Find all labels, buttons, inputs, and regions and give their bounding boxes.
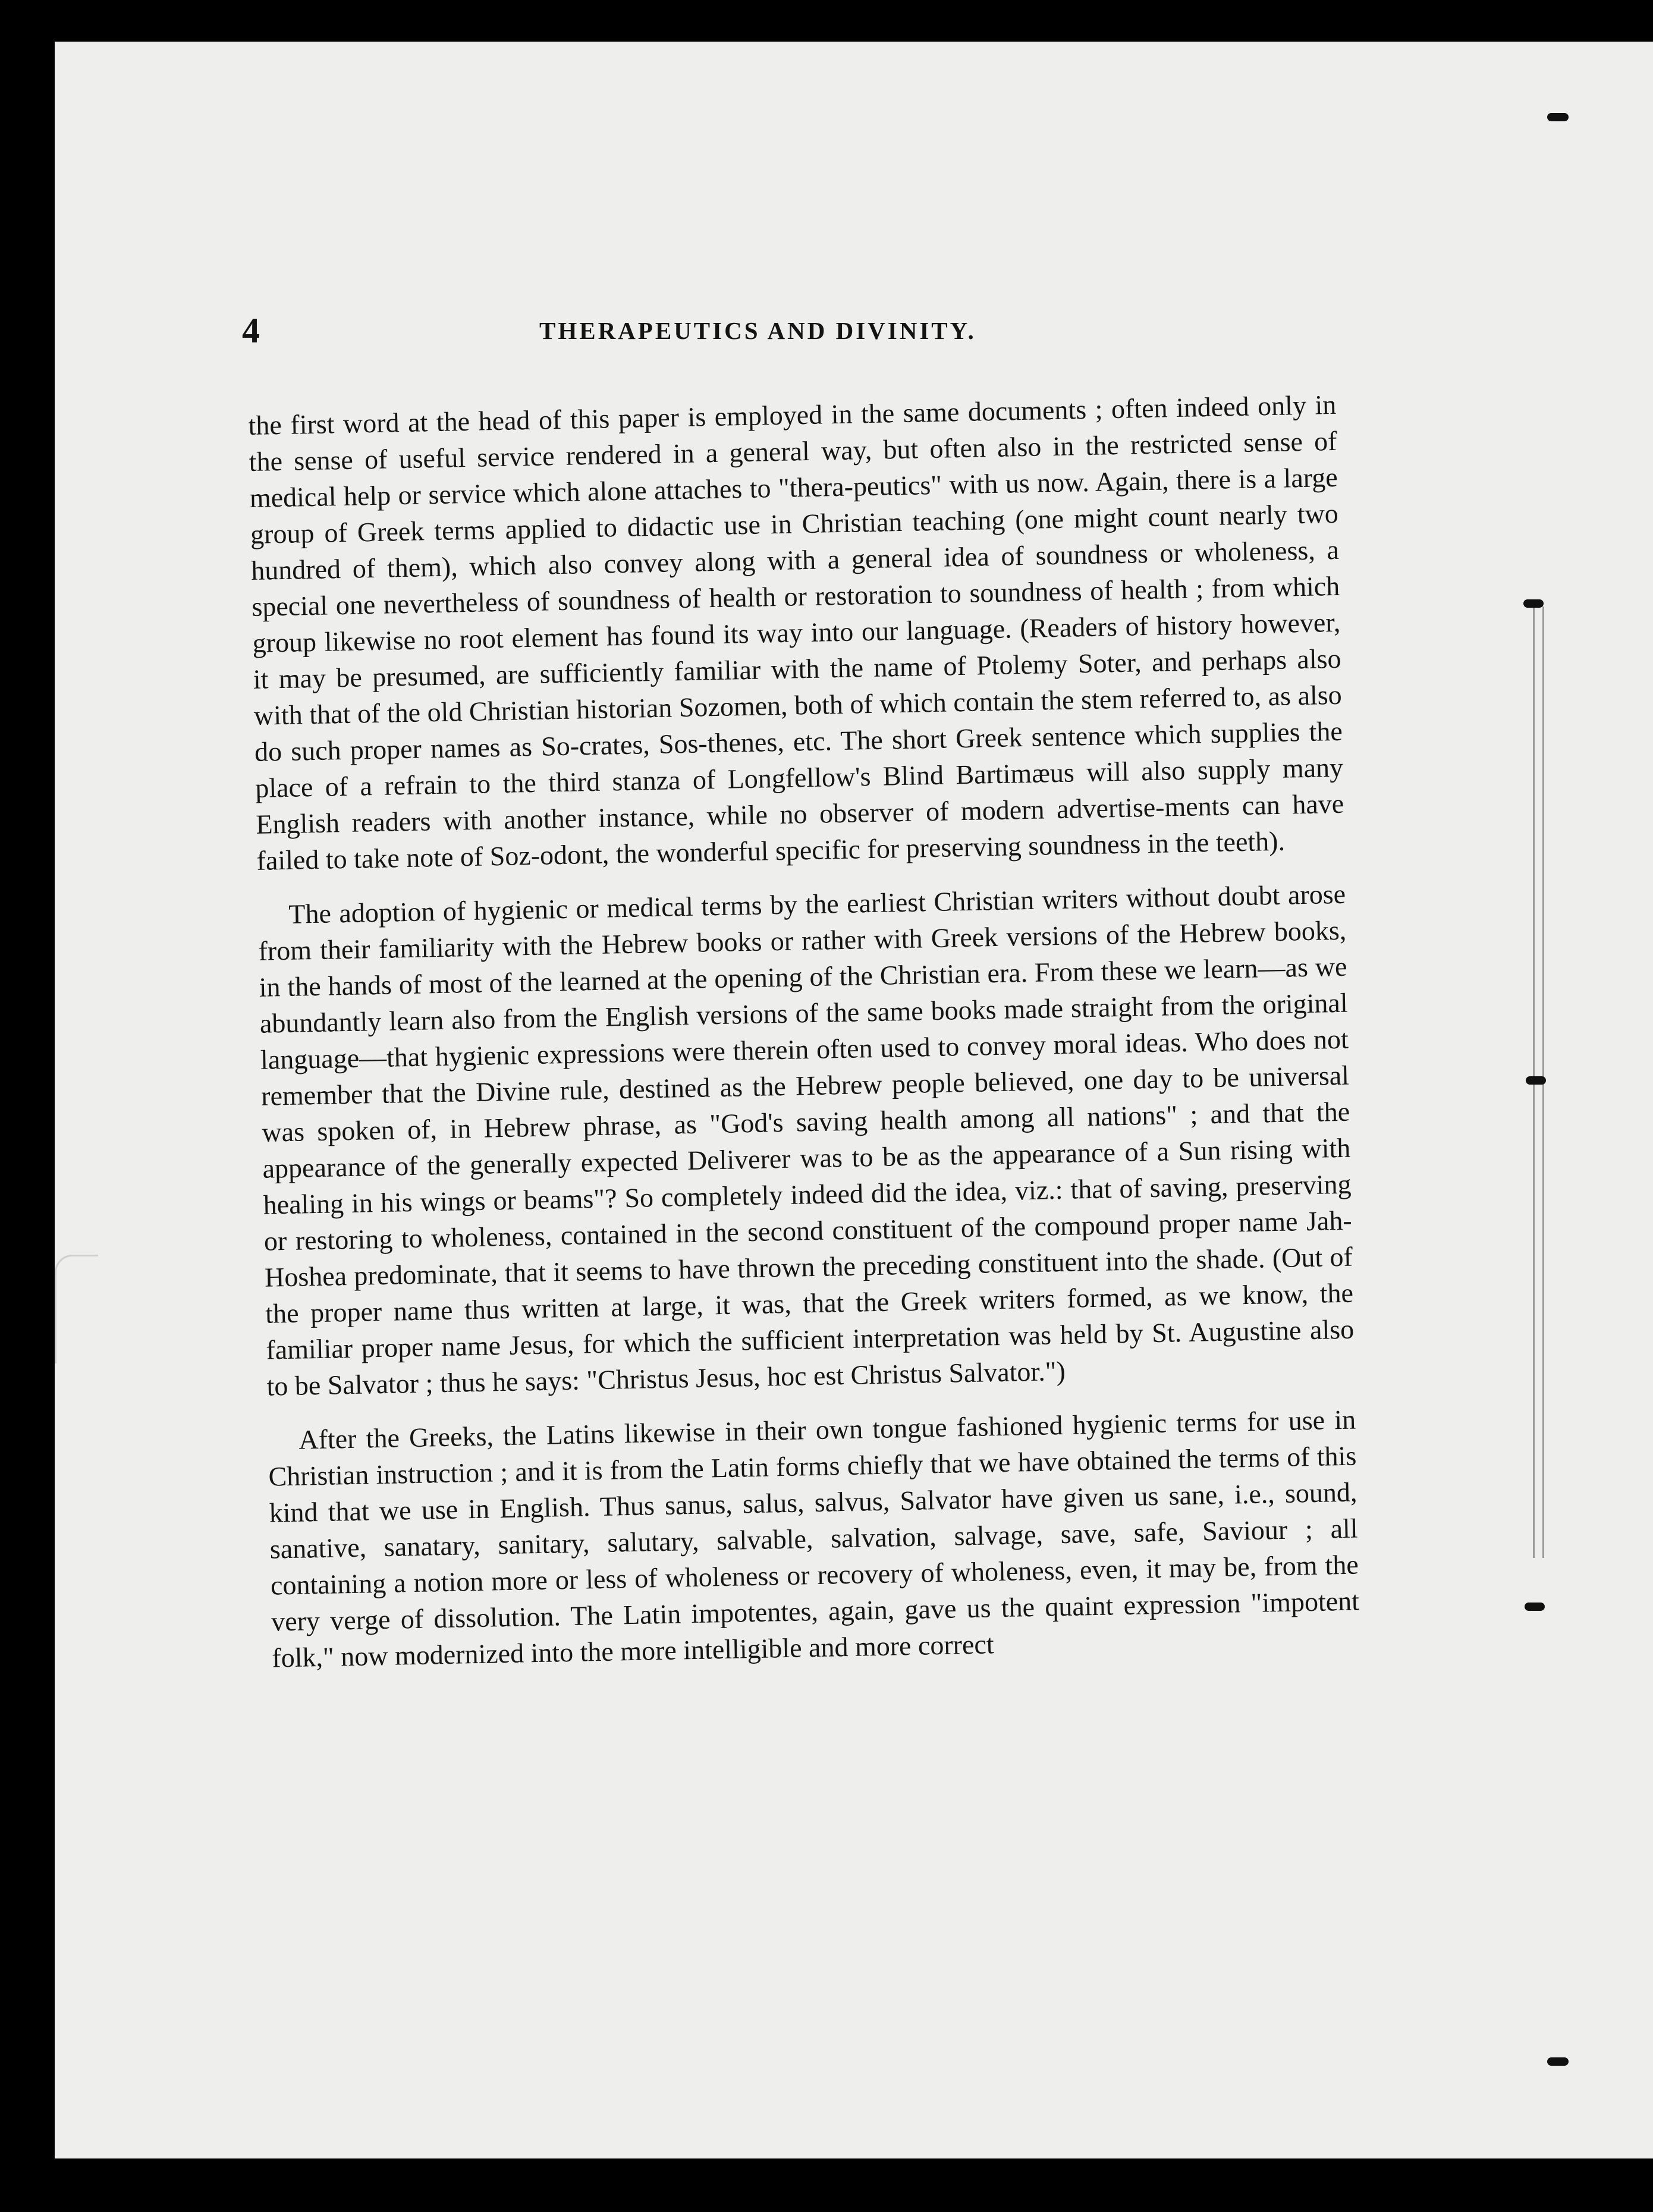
scanned-page bbox=[55, 42, 1653, 2158]
paragraph-hygienic-terms: The adoption of hygienic or medical terms by the earliest Christian writers without doubt arose from their familiarity with the Hebrew books or rather with Greek versions of the Hebrew books, in the hands of most of the learned at the opening of the Christian era. From these we learn—as we abundantly learn also from the English versions of the same books made straight from the original language—that hygienic expressions were therein often used to convey moral ideas. Who does not remember that the Divine rule, destined as the Hebrew people believed, one day to be universal was spoken of, in Hebrew phrase, as "God's saving health among all nations" ; and that the appearance of the generally expected Deliverer was to be as the appearance of a Sun rising with healing in his wings or beams"? So completely indeed did the idea, viz.: that of saving, preserving or restoring to wholeness, contained in the second constituent of the compound proper name Jah-Hoshea predominate, that it seems to have thrown the preceding constituent into the shade. (Out of the proper name thus written at large, it was, that the Greek writers formed, as we know, the familiar proper name Jesus, for which the sufficient interpretation was held by St. Augustine also to be Salvator ; thus he says: "Christus Jesus, hoc est Christus Salvator.") bbox=[258, 878, 1355, 1402]
paragraph-latin-terms: After the Greeks, the Latins likewise in their own tongue fashioned hygienic terms for use in Christian instruction ; and it is from the Latin forms chiefly that we have obtained the terms of this kind that we use in English. Thus sanus, salus, salvus, Salvator have given us sane, i.e., sound, sanative, sanatary, sanitary, salutary, salvable, salvation, salvage, save, safe, Saviour ; all containing a notion more or less of wholeness or recovery of wholeness, even, it may be, from the very verge of dissolution. The Latin impotentes, again, gave us the quaint expression "impotent folk," now modernized into the more intelligible and more correct bbox=[268, 1404, 1360, 1673]
page-header bbox=[242, 310, 1039, 364]
binding-hole-top bbox=[1523, 599, 1544, 608]
binding-hole-bottom bbox=[1525, 1603, 1545, 1611]
running-title: THERAPEUTICS AND DIVINITY. bbox=[539, 317, 976, 344]
binding-hole-middle bbox=[1526, 1076, 1546, 1085]
paragraph-continuation: the first word at the head of this paper is employed in the same documents ; often indeed only in the sense of useful service rendered in a general way, but often also in the restricted sense of medical help or service which alone attaches to "thera-peutics" with us now. Again, there is a large group of Greek terms applied to didactic use in Christian teaching (one might count nearly two hundred of them), which also convey along with a general idea of soundness or wholeness, a special one nevertheless of soundness of health or restoration to soundness of health ; from which group likewise no root element has found its way into our language. (Readers of history however, it may be presumed, are sufficiently familiar with the name of Ptolemy Soter, and perhaps also with that of the old Christian historian Sozomen, both of which contain the stem referred to, as also do such proper names as So-crates, Sos-thenes, etc. The short Greek sentence which supplies the place of a refrain to the third stanza of Longfellow's Blind Bartimæus will also supply many English readers with another instance, while no observer of modern advertise-ments can have failed to take note of Soz-odont, the wonderful specific for preserving soundness in the teeth). bbox=[248, 389, 1344, 876]
binding-marks bbox=[1506, 577, 1577, 1623]
edge-mark-top bbox=[1547, 113, 1569, 121]
body-text bbox=[248, 387, 1360, 1694]
edge-mark-bottom bbox=[1547, 2057, 1569, 2066]
left-edge-scratch bbox=[55, 1255, 98, 1363]
page-number: 4 bbox=[242, 311, 260, 350]
